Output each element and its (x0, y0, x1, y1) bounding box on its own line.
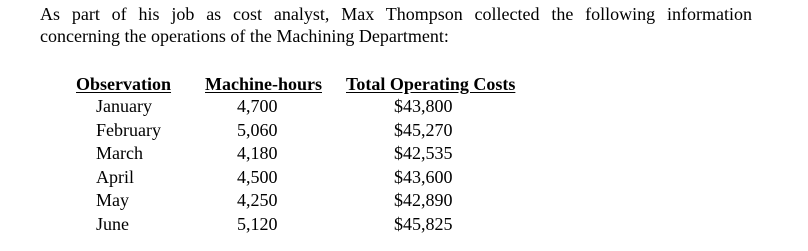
header-total-operating-costs: Total Operating Costs (346, 74, 516, 94)
table-cell-machine-hours: 4,700 (237, 96, 278, 116)
table-cell-total-operating-costs: $42,890 (394, 190, 453, 210)
table-cell-machine-hours: 5,060 (237, 119, 278, 140)
intro-line-1: As part of his job as cost analyst, Max Thompson collected the following information (40, 4, 752, 24)
table-cell-total-operating-costs: $43,600 (394, 166, 453, 187)
header-observation: Observation (76, 74, 172, 94)
table-cell-machine-hours: 5,120 (237, 213, 278, 234)
intro-line-2: concerning the operations of the Machining Department: (40, 26, 449, 46)
header-machine-hours: Machine-hours (205, 74, 322, 94)
column-machine-hours (237, 95, 278, 236)
table-cell-observation: January (96, 96, 152, 116)
table-cell-machine-hours: 4,500 (237, 166, 278, 187)
intro-paragraph (40, 3, 752, 47)
table-cell-observation: June (96, 213, 129, 234)
table-cell-total-operating-costs: $42,535 (394, 143, 453, 163)
column-observation (96, 95, 161, 236)
column-total-operating-costs (394, 95, 453, 236)
table-cell-observation: March (96, 143, 143, 163)
table-cell-machine-hours: 4,180 (237, 143, 278, 163)
table-cell-observation: February (96, 119, 161, 140)
table-cell-total-operating-costs: $45,825 (394, 213, 453, 234)
table-cell-machine-hours: 4,250 (237, 190, 278, 210)
table-cell-total-operating-costs: $43,800 (394, 96, 453, 116)
table-cell-observation: May (96, 190, 129, 210)
table-cell-total-operating-costs: $45,270 (394, 119, 453, 140)
table-cell-observation: April (96, 166, 134, 187)
